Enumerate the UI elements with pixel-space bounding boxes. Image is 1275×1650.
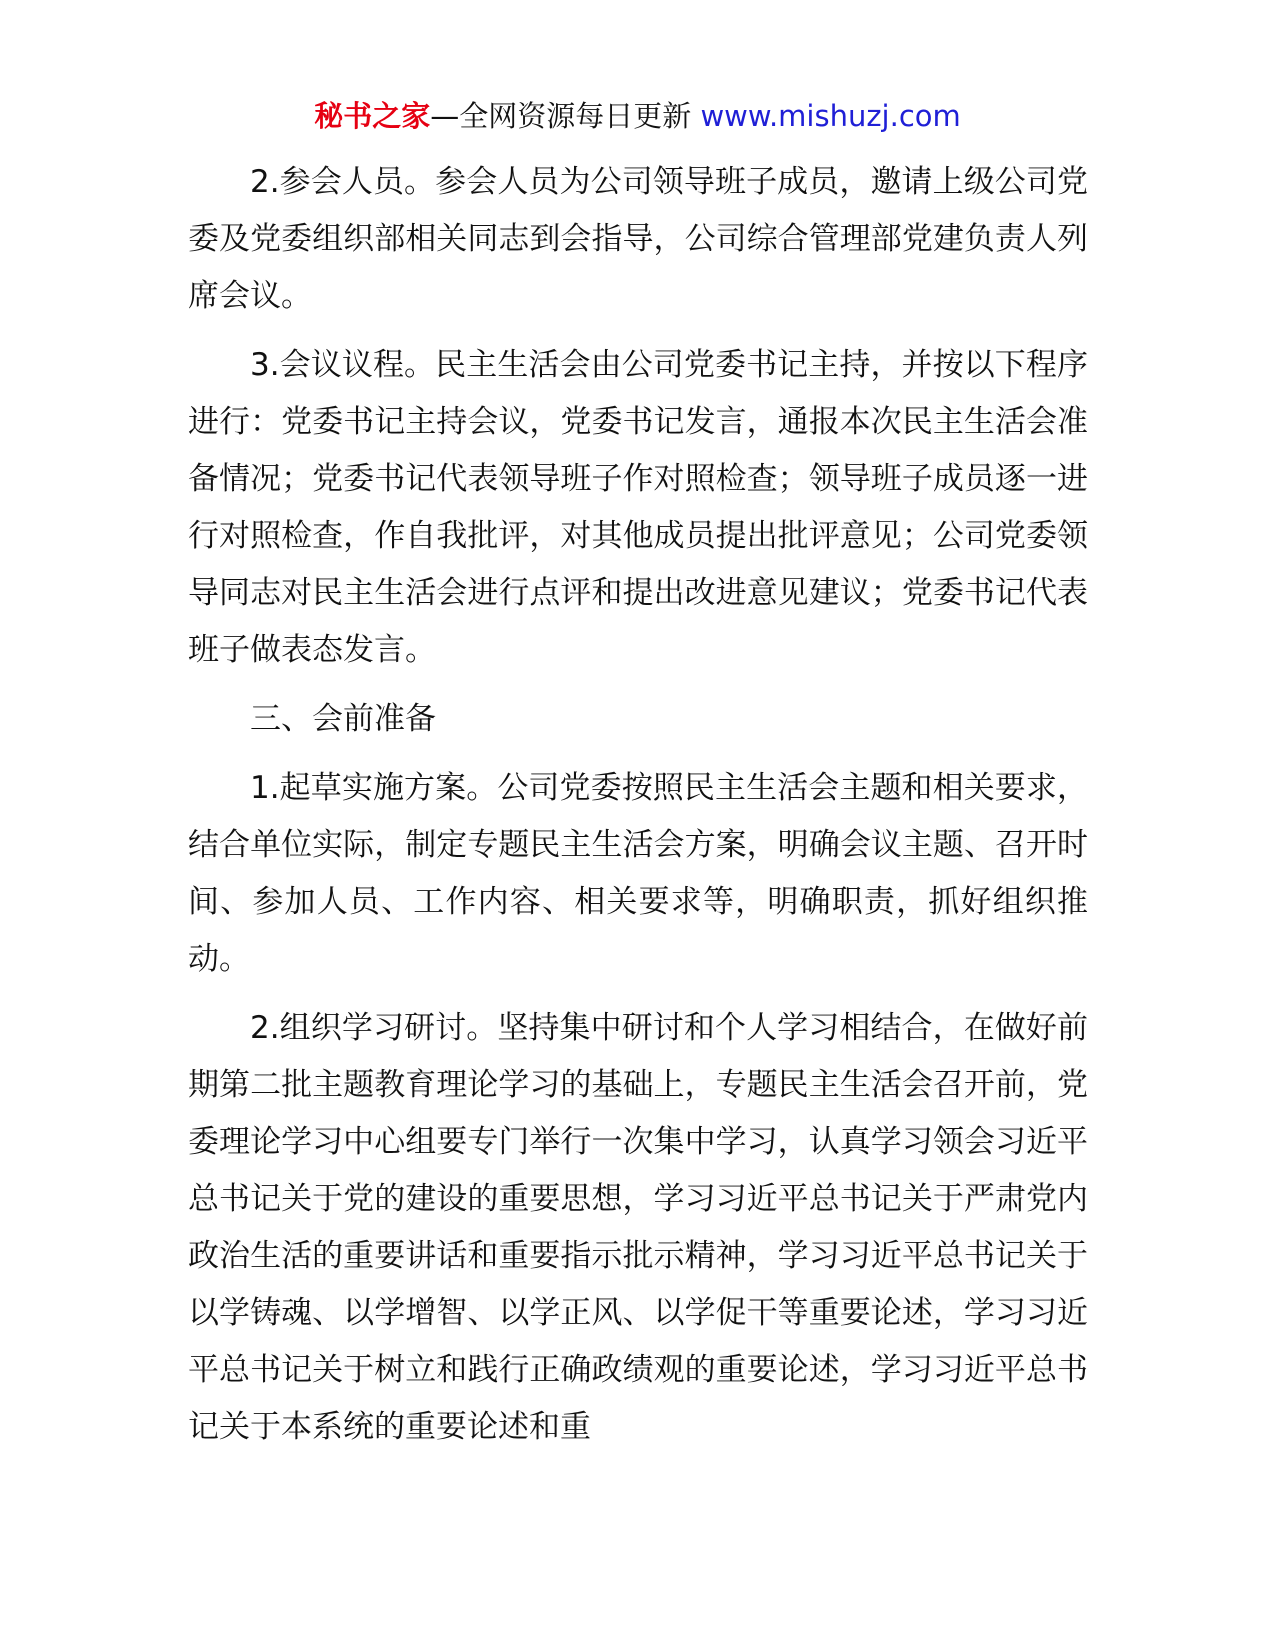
document-body: [188, 154, 1088, 1468]
paragraph-study-discussion: 2.组织学习研讨。坚持集中研讨和个人学习相结合，在做好前期第二批主题教育理论学习的基础上，专题民主生活会召开前，党委理论学习中心组要专门举行一次集中学习，认真学习领会习近平总书记关于党的建设的重要思想，学习习近平总书记关于严肃党内政治生活的重要讲话和重要指示批示精神，学习习近平总书记关于以学铸魂、以学增智、以学正风、以学促干等重要论述，学习习近平总书记关于树立和践行正确政绩观的重要论述，学习习近平总书记关于本系统的重要论述和重: [188, 1010, 1088, 1445]
header-tagline: —全网资源每日更新: [430, 99, 701, 133]
section-heading-preparation: 三、会前准备: [250, 701, 436, 737]
site-header: [0, 96, 1275, 136]
site-url-link[interactable]: www.mishuzj.com: [700, 99, 961, 133]
paragraph-agenda: 3.会议议程。民主生活会由公司党委书记主持，并按以下程序进行：党委书记主持会议，党委书记发言，通报本次民主生活会准备情况；党委书记代表领导班子作对照检查；领导班子成员逐一进行对照检查，作自我批评，对其他成员提出批评意见；公司党委领导同志对民主生活会进行点评和提出改进意见建议；党委书记代表班子做表态发言。: [188, 347, 1088, 668]
paragraph-attendees: 2.参会人员。参会人员为公司领导班子成员，邀请上级公司党委及党委组织部相关同志到会指导，公司综合管理部党建负责人列席会议。: [188, 164, 1088, 314]
paragraph-draft-plan: 1.起草实施方案。公司党委按照民主生活会主题和相关要求，结合单位实际，制定专题民主生活会方案，明确会议主题、召开时间、参加人员、工作内容、相关要求等，明确职责，抓好组织推动。: [188, 770, 1088, 977]
brand-name: 秘书之家: [314, 99, 431, 133]
